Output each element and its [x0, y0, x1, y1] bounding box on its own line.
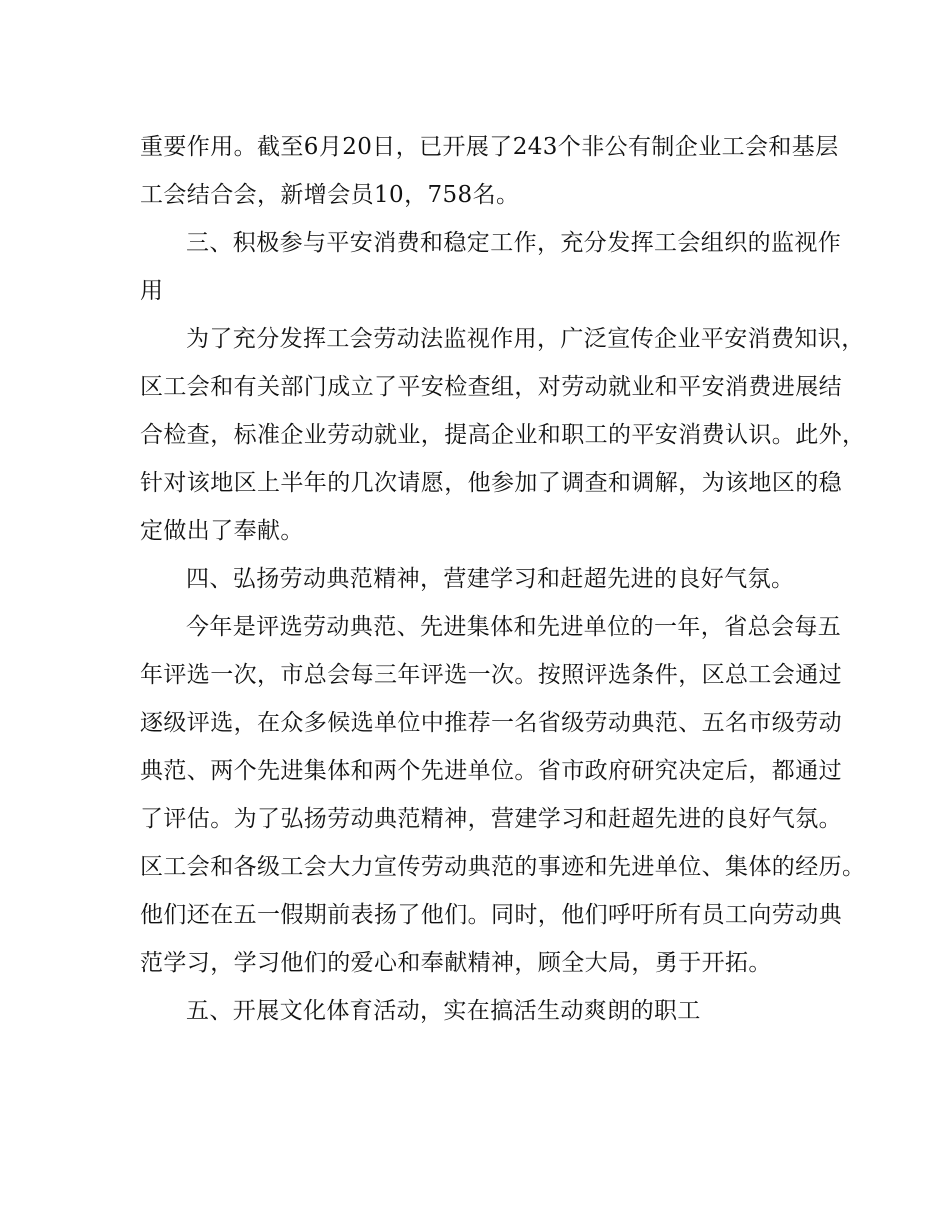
document-body: [140, 123, 866, 1035]
text-line: 区工会和有关部门成立了平安检查组，对劳动就业和平安消费进展结: [140, 374, 842, 400]
text-line: 年评选一次，市总会每三年评选一次。按照评选条件，区总工会通过: [140, 662, 842, 688]
text-line: 针对该地区上半年的几次请愿，他参加了调查和调解，为该地区的稳: [140, 470, 842, 496]
text-line: 合检查，标准企业劳动就业，提高企业和职工的平安消费认识。此外，: [140, 422, 866, 448]
text-line: 区工会和各级工会大力宣传劳动典范的事迹和先进单位、集体的经历。: [140, 854, 866, 880]
section-heading: 三、积极参与平安消费和稳定工作，充分发挥工会组织的监视作: [186, 230, 842, 256]
text-line: 定做出了奉献。: [140, 518, 304, 544]
paragraph-start: 为了充分发挥工会劳动法监视作用，广泛宣传企业平安消费知识，: [186, 326, 865, 352]
section-heading: 五、开展文化体育活动，实在搞活生动爽朗的职工: [186, 998, 701, 1024]
text-line: 逐级评选，在众多候选单位中推荐一名省级劳动典范、五名市级劳动: [140, 710, 842, 736]
text-line: 工会结合会，新增会员10，758名。: [140, 182, 520, 208]
section-heading-continuation: 用: [140, 278, 164, 304]
paragraph-start: 今年是评选劳动典范、先进集体和先进单位的一年，省总会每五: [186, 614, 842, 640]
text-line: 了评估。为了弘扬劳动典范精神，营建学习和赶超先进的良好气氛。: [140, 806, 842, 832]
text-line: 他们还在五一假期前表扬了他们。同时，他们呼吁所有员工向劳动典: [140, 902, 842, 928]
text-line: 重要作用。截至6月20日，已开展了243个非公有制企业工会和基层: [140, 134, 839, 160]
text-line: 范学习，学习他们的爱心和奉献精神，顾全大局，勇于开拓。: [140, 950, 772, 976]
text-line: 典范、两个先进集体和两个先进单位。省市政府研究决定后，都通过: [140, 758, 842, 784]
section-heading: 四、弘扬劳动典范精神，营建学习和赶超先进的良好气氛。: [186, 566, 795, 592]
